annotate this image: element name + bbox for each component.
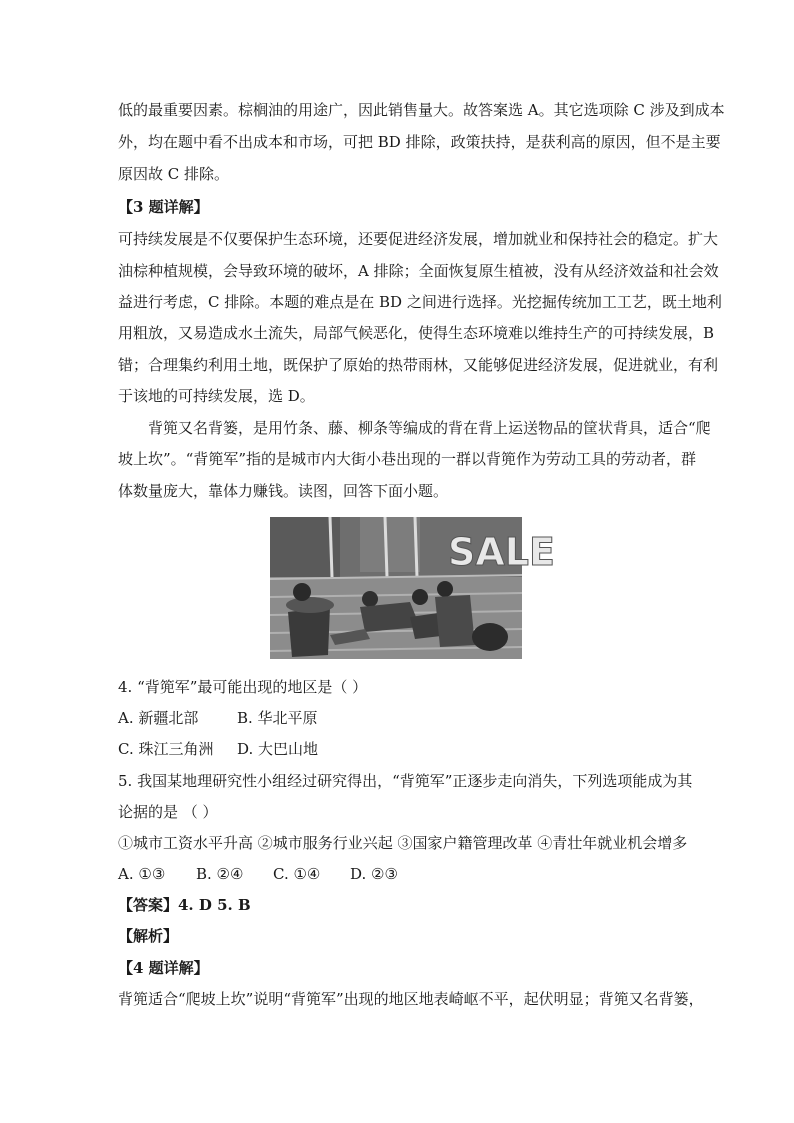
q5-items: ①城市工资水平升高 ②城市服务行业兴起 ③国家户籍管理改革 ④青壮年就业机会增多	[118, 834, 688, 852]
q5-stem: 论据的是 （ ）	[118, 803, 218, 821]
q4-stem: 4. “背篼军”最可能出现的地区是（ ）	[118, 678, 368, 696]
answer-line: 【答案】4. D 5. B	[118, 896, 251, 914]
paragraph-line: 益进行考虑，C 排除。本题的难点是在 BD 之间进行选择。光挖掘传统加工工艺，既土地利	[118, 293, 722, 311]
q4-heading: 【4 题详解】	[118, 959, 209, 977]
paragraph-line: 外，均在题中看不出成本和市场，可把 BD 排除，政策扶持，是获利高的原因，但不是主要	[118, 133, 721, 151]
q4-option-c: C. 珠江三角洲	[118, 740, 214, 758]
paragraph-line: 于该地的可持续发展，选 D。	[118, 387, 315, 405]
q5-stem: 5. 我国某地理研究性小组经过研究得出，“背篼军”正逐步走向消失，下列选项能成为其	[118, 772, 693, 790]
q5-option-b: B. ②④	[196, 865, 244, 883]
intro-line: 坡上坎”。“背篼军”指的是城市内大街小巷出现的一群以背篼作为劳动工具的劳动者，群	[118, 450, 697, 468]
q5-option-c: C. ①④	[273, 865, 321, 883]
q4-option-a: A. 新疆北部	[118, 709, 199, 727]
intro-line: 体数量庞大，靠体力赚钱。读图，回答下面小题。	[118, 482, 449, 500]
intro-line: 背篼又名背篓，是用竹条、藤、柳条等编成的背在背上运送物品的筐状背具，适合“爬	[148, 419, 711, 437]
paragraph-line: 用粗放，又易造成水土流失，局部气候恶化，使得生态环境难以维持生产的可持续发展，B	[118, 324, 715, 342]
paragraph-line: 原因故 C 排除。	[118, 165, 230, 183]
paragraph-line: 可持续发展是不仅要保护生态环境，还要促进经济发展，增加就业和保持社会的稳定。扩大	[118, 230, 719, 248]
porters-photo	[270, 517, 555, 659]
sale-sign: SALE	[448, 530, 555, 574]
paragraph-line: 错；合理集约利用土地，既保护了原始的热带雨林，又能够促进经济发展，促进就业，有利	[118, 356, 719, 374]
q5-option-d: D. ②③	[350, 865, 398, 883]
paragraph-line: 油棕种植规模，会导致环境的破坏，A 排除；全面恢复原生植被，没有从经济效益和社会效	[118, 262, 719, 280]
q5-option-a: A. ①③	[118, 865, 166, 883]
q4-option-b: B. 华北平原	[237, 709, 318, 727]
analysis-heading: 【解析】	[118, 927, 179, 945]
paragraph-line: 低的最重要因素。棕榈油的用途广，因此销售量大。故答案选 A。其它选项除 C 涉及到成本	[118, 101, 725, 119]
q4-option-d: D. 大巴山地	[237, 740, 319, 758]
paragraph-line: 背篼适合“爬坡上坎”说明“背篼军”出现的地区地表崎岖不平，起伏明显；背篼又名背篓，	[118, 990, 704, 1008]
q3-heading: 【3 题详解】	[118, 198, 209, 216]
